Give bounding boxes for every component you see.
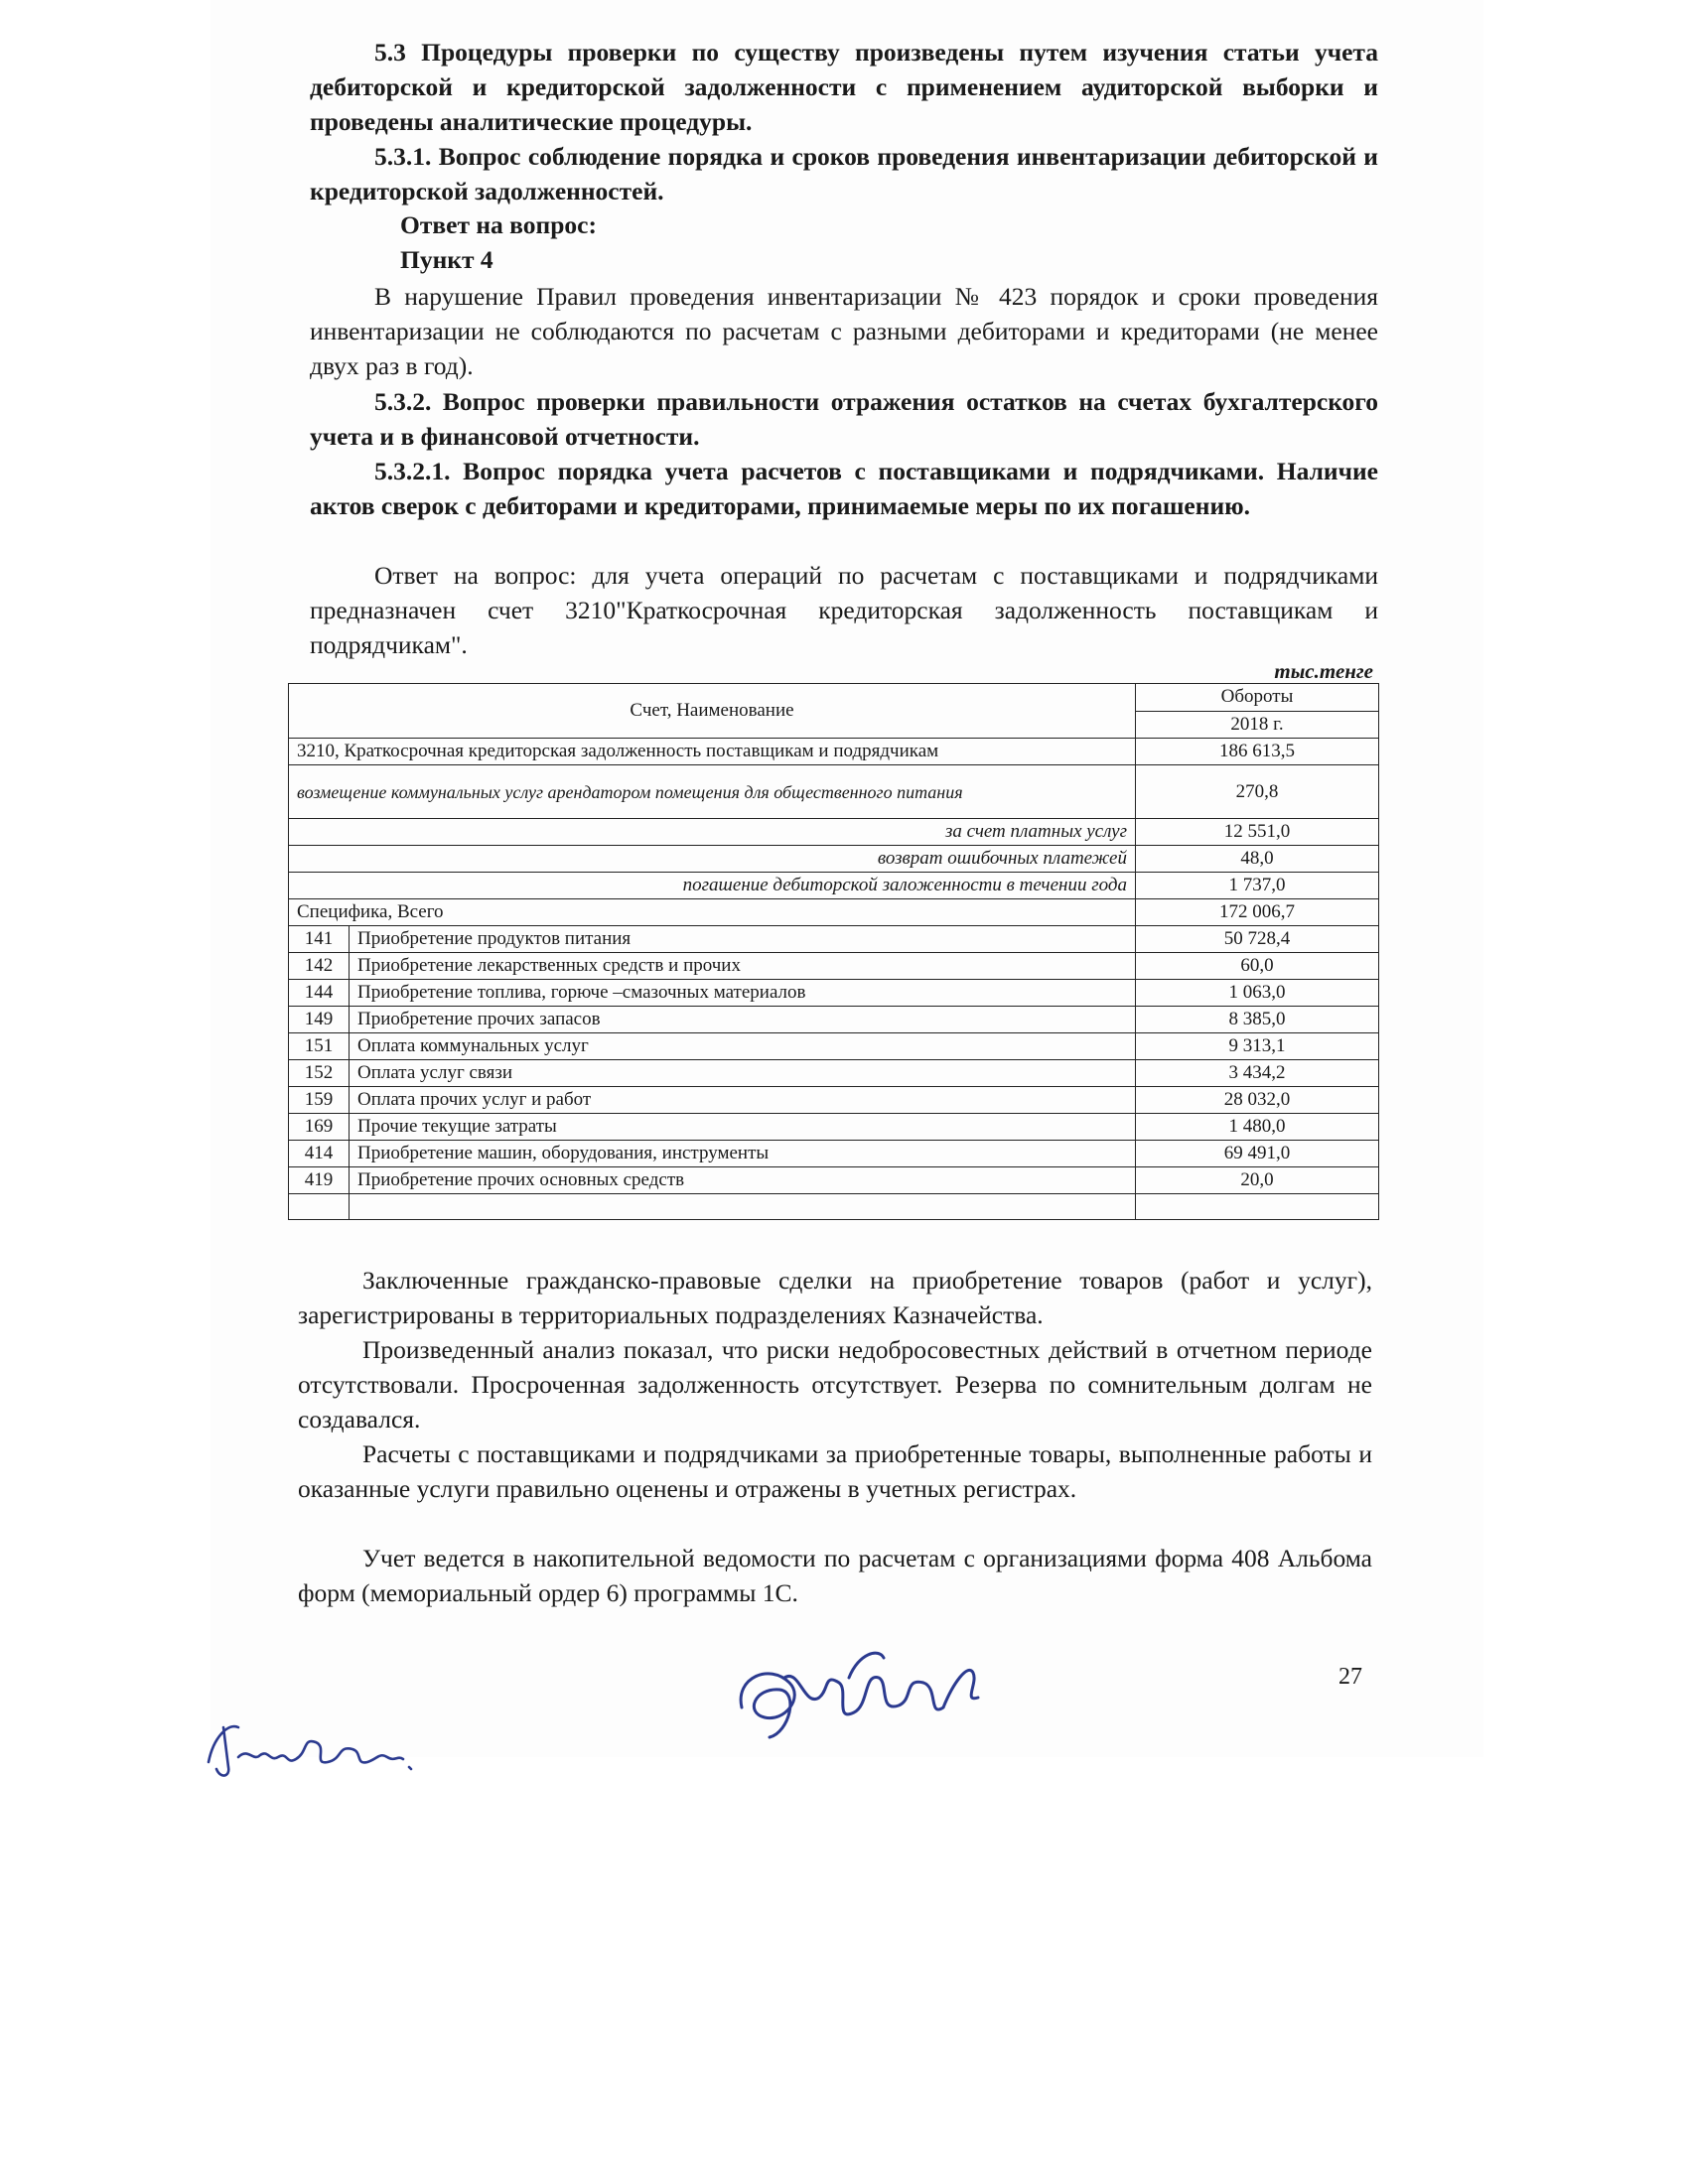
- header-account: Счет, Наименование: [289, 684, 1136, 739]
- row-label: за счет платных услуг: [289, 819, 1136, 846]
- spec-code: 142: [289, 953, 350, 980]
- spec-label: Приобретение прочих запасов: [350, 1007, 1136, 1033]
- row-label: 3210, Краткосрочная кредиторская задолженность поставщикам и подрядчикам: [289, 739, 1136, 765]
- page-number: 27: [1338, 1664, 1362, 1690]
- currency-unit: тыс.тенге: [1274, 659, 1373, 683]
- table-row: [289, 1007, 1379, 1033]
- spec-code: 151: [289, 1033, 350, 1060]
- row-label: возврат ошибочных платежей: [289, 846, 1136, 873]
- spec-label: Приобретение продуктов питания: [350, 926, 1136, 953]
- spec-value: 28 032,0: [1136, 1087, 1379, 1114]
- table-row: [289, 1114, 1379, 1141]
- section-5-3-heading: 5.3 Процедуры проверки по существу произведены путем изучения статьи учета дебиторской и кредиторской задолженности с применением аудиторской выборки и проведены аналитические процедуры.: [310, 38, 1378, 136]
- table-row: [289, 846, 1379, 873]
- table-header-row: [289, 684, 1379, 712]
- spec-value: 60,0: [1136, 953, 1379, 980]
- table-row: [289, 765, 1379, 819]
- spec-label: Оплата коммунальных услуг: [350, 1033, 1136, 1060]
- spec-label: Приобретение прочих основных средств: [350, 1167, 1136, 1194]
- spec-label: Приобретение лекарственных средств и прочих: [350, 953, 1136, 980]
- row-value: 186 613,5: [1136, 739, 1379, 765]
- spec-code: 419: [289, 1167, 350, 1194]
- spec-value: 50 728,4: [1136, 926, 1379, 953]
- accounting-paragraph: Учет ведется в накопительной ведомости по расчетам с организациями форма 408 Альбома форм (мемориальный ордер 6) программы 1С.: [298, 1544, 1372, 1607]
- spec-code: 152: [289, 1060, 350, 1087]
- row-value: 270,8: [1136, 765, 1379, 819]
- empty-cell: [350, 1194, 1136, 1220]
- spec-code: 141: [289, 926, 350, 953]
- violation-paragraph: В нарушение Правил проведения инвентаризации № 423 порядок и сроки проведения инвентаризации не соблюдаются по расчетам с разными дебиторами и кредиторами (не менее двух раз в год).: [310, 282, 1378, 380]
- table-empty-row: [289, 1194, 1379, 1220]
- spec-code: 414: [289, 1141, 350, 1167]
- spec-label: Приобретение топлива, горюче –смазочных материалов: [350, 980, 1136, 1007]
- signature-center: [730, 1638, 998, 1767]
- table-row: [289, 980, 1379, 1007]
- spec-value: 3 434,2: [1136, 1060, 1379, 1087]
- spec-code: 159: [289, 1087, 350, 1114]
- row-value: 48,0: [1136, 846, 1379, 873]
- row-label: Специфика, Всего: [289, 899, 1136, 926]
- empty-cell: [1136, 1194, 1379, 1220]
- table-row: [289, 873, 1379, 899]
- spec-value: 9 313,1: [1136, 1033, 1379, 1060]
- spec-value: 8 385,0: [1136, 1007, 1379, 1033]
- table-row: [289, 899, 1379, 926]
- signature-left: [199, 1707, 437, 1787]
- table-row: [289, 1167, 1379, 1194]
- header-turnover: Обороты: [1136, 684, 1379, 712]
- row-label: погашение дебиторской заложенности в течении года: [289, 873, 1136, 899]
- row-value: 172 006,7: [1136, 899, 1379, 926]
- table-row: [289, 1033, 1379, 1060]
- table-row: [289, 1060, 1379, 1087]
- table-row: [289, 926, 1379, 953]
- table-row: [289, 1141, 1379, 1167]
- header-year: 2018 г.: [1136, 711, 1379, 739]
- answer-label: Ответ на вопрос:: [400, 210, 597, 239]
- punkt-label: Пункт 4: [400, 245, 493, 274]
- spec-label: Оплата прочих услуг и работ: [350, 1087, 1136, 1114]
- spec-code: 144: [289, 980, 350, 1007]
- question-5-3-2: 5.3.2. Вопрос проверки правильности отражения остатков на счетах бухгалтерского учета и в финансовой отчетности.: [310, 387, 1378, 451]
- question-5-3-2-1: 5.3.2.1. Вопрос порядка учета расчетов с поставщиками и подрядчиками. Наличие актов сверок с дебиторами и кредиторами, принимаемые меры по их погашению.: [310, 457, 1378, 520]
- row-value: 1 737,0: [1136, 873, 1379, 899]
- analysis-paragraph: Произведенный анализ показал, что риски недобросовестных действий в отчетном периоде отсутствовали. Просроченная задолженность отсутствует. Резерва по сомнительным долгам не создавался.: [298, 1335, 1372, 1433]
- table-row: [289, 739, 1379, 765]
- spec-label: Прочие текущие затраты: [350, 1114, 1136, 1141]
- spec-value: 69 491,0: [1136, 1141, 1379, 1167]
- spec-value: 20,0: [1136, 1167, 1379, 1194]
- row-label: возмещение коммунальных услуг арендатором помещения для общественного питания: [289, 765, 1136, 819]
- spec-label: Оплата услуг связи: [350, 1060, 1136, 1087]
- turnover-table: [288, 683, 1379, 1220]
- empty-cell: [289, 1194, 350, 1220]
- spec-code: 149: [289, 1007, 350, 1033]
- table-row: [289, 819, 1379, 846]
- question-5-3-1: 5.3.1. Вопрос соблюдение порядка и сроков проведения инвентаризации дебиторской и кредиторской задолженностей.: [310, 142, 1378, 205]
- spec-label: Приобретение машин, оборудования, инструменты: [350, 1141, 1136, 1167]
- answer-paragraph: Ответ на вопрос: для учета операций по расчетам с поставщиками и подрядчиками предназначен счет 3210"Краткосрочная кредиторская задолженность поставщикам и подрядчикам".: [310, 561, 1378, 659]
- table-row: [289, 1087, 1379, 1114]
- table-row: [289, 953, 1379, 980]
- spec-code: 169: [289, 1114, 350, 1141]
- contracts-paragraph: Заключенные гражданско-правовые сделки на приобретение товаров (работ и услуг), зарегистрированы в территориальных подразделениях Казначейства.: [298, 1266, 1372, 1329]
- settlements-paragraph: Расчеты с поставщиками и подрядчиками за приобретенные товары, выполненные работы и оказанные услуги правильно оценены и отражены в учетных регистрах.: [298, 1439, 1372, 1503]
- row-value: 12 551,0: [1136, 819, 1379, 846]
- spec-value: 1 480,0: [1136, 1114, 1379, 1141]
- spec-value: 1 063,0: [1136, 980, 1379, 1007]
